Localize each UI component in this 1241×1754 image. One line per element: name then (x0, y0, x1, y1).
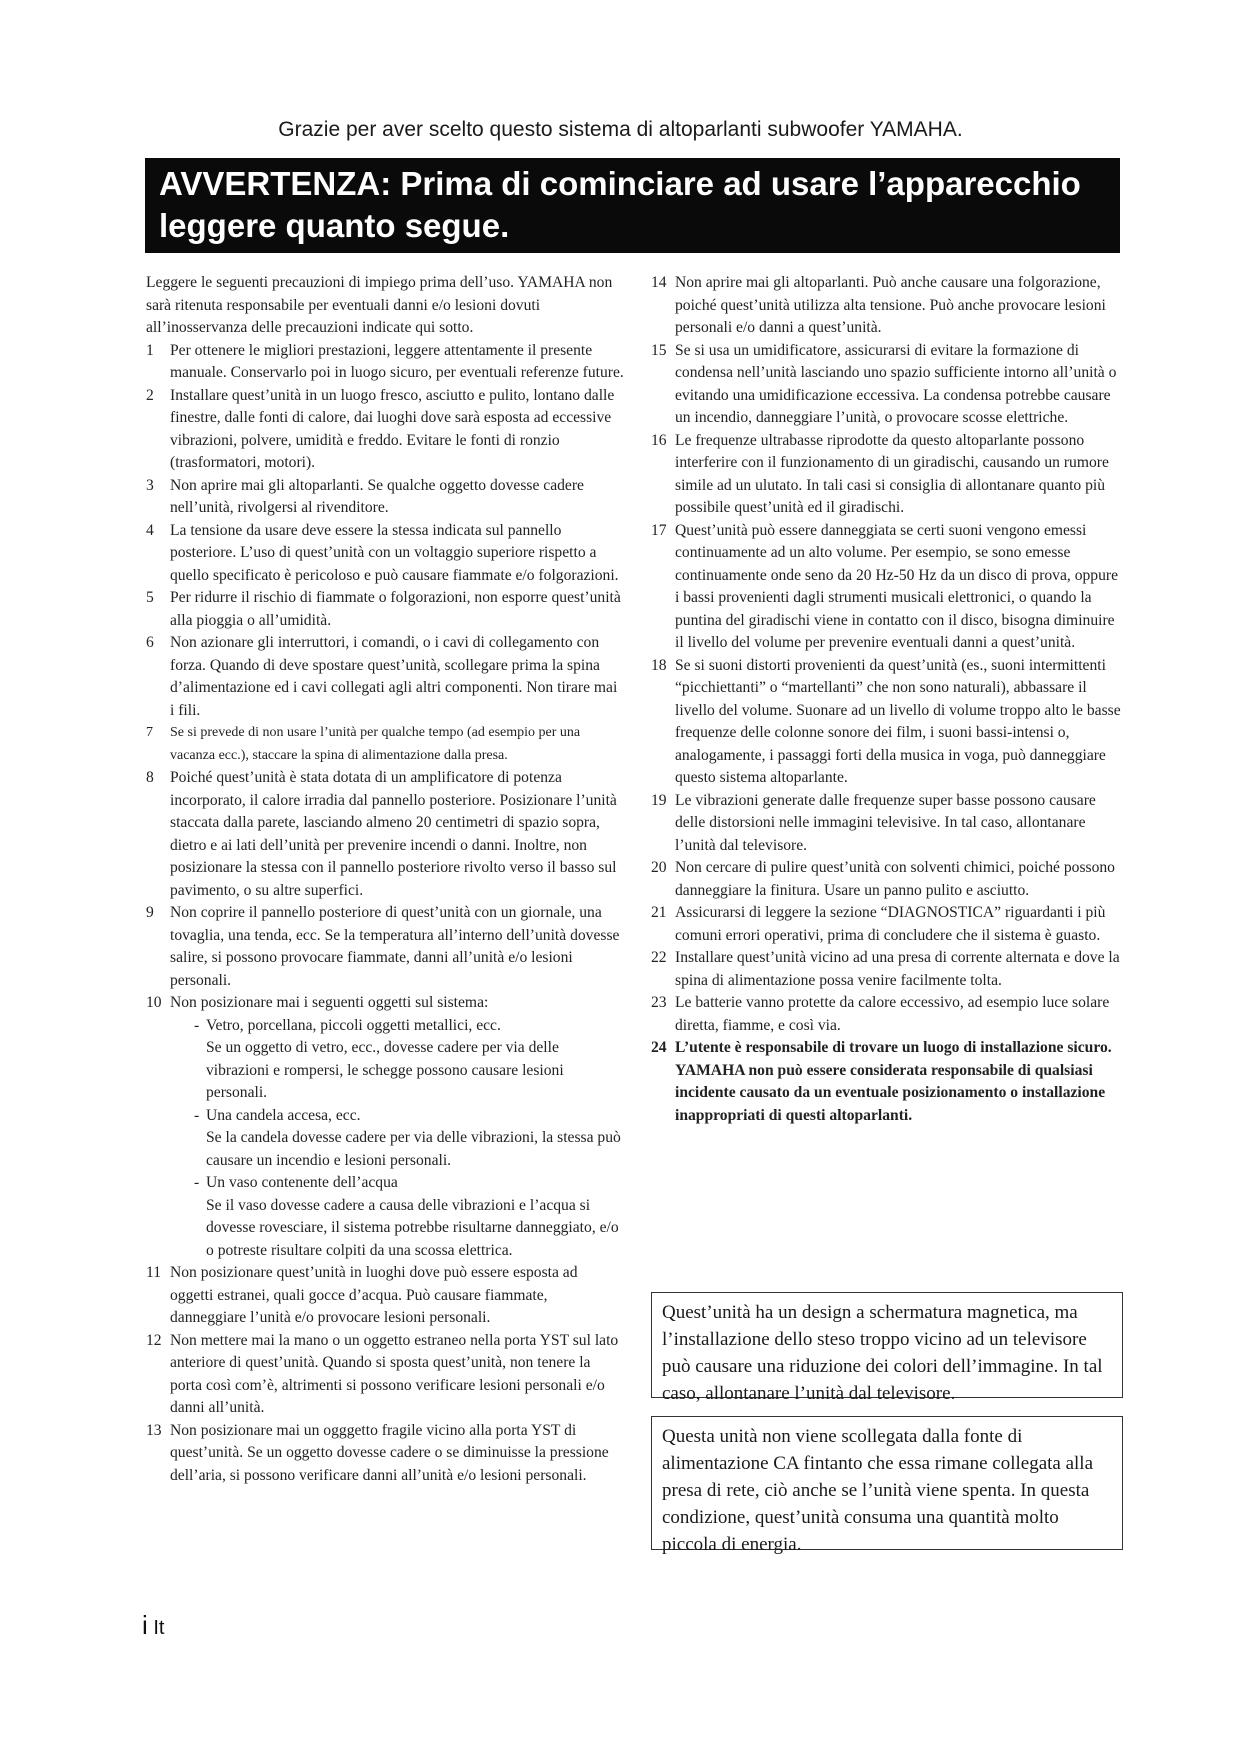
list-item: 4 La tensione da usare deve essere la stessa indicata sul pannello posteriore. L’uso di quest’unità con un voltaggio superiore rispetto a quello specificato è pericoloso e può causare fiammate e/o folgorazioni. (146, 521, 619, 584)
list-item: 20 Non cercare di pulire quest’unità con solventi chimici, poiché possono danneggiare la finitura. Usare un panno pulito e asciutto. (651, 859, 1115, 899)
list-item: 23 Le batterie vanno protette da calore eccessivo, ad esempio luce solare diretta, fiamme, e così via. (651, 994, 1110, 1034)
banner-line-2: leggere quanto segue. (159, 207, 510, 244)
list-item: 16 Le frequenze ultrabasse riprodotte da questo altoparlante possono interferire con il funzionamento di un giradischi, causando un rumore simile ad un ulutato. In tali casi si consiglia di allontanare quanto più possibile quest’unità ed il giradischi. (651, 431, 1109, 516)
list-item: 2 Installare quest’unità in un luogo fresco, asciutto e pulito, lontano dalle finestre, dalle fonti di calore, dai luoghi dove sarà esposta ad eccessive vibrazioni, polvere, umidità e freddo. Evitare le fonti di ronzio (trasformatori, motori). (146, 386, 615, 471)
list-item-24: 24 L’utente è responsabile di trovare un luogo di installazione sicuro. YAMAHA non può essere considerata responsabile di qualsiasi incidente causato da un eventuale posizionamento o installazione inappropriati di questi altoparlanti. (651, 1039, 1112, 1124)
list-item: 3 Non aprire mai gli altoparlanti. Se qualche oggetto dovesse cadere nell’unità, rivolgersi al rivenditore. (146, 476, 584, 516)
page-footer (142, 1610, 164, 1641)
page-number: i (142, 1610, 148, 1640)
language-code: It (153, 1617, 165, 1639)
list-item: 13 Non posizionare mai un ogggetto fragile vicino alla porta YST di quest’unità. Se un oggetto dovesse cadere o se diminuisse la pressione dell’aria, si possono verificare danni all’unità e/o lesioni personali. (146, 1421, 609, 1484)
list-item: 8 Poiché quest’unità è stata dotata di un amplificatore di potenza incorporato, il calore irradia dal pannello posteriore. Posizionare l’unità staccata dalla parete, lasciando almeno 20 centimetri di spazio sopra, dietro e ai lati dell’unità per prevenire incendi o danni. Inoltre, non posizionare la stessa con il pannello posteriore rivolto verso il basso sul pavimento, o su altre superfici. (146, 769, 617, 899)
list-item-10: 10 Non posizionare mai i seguenti oggetti sul sistema: - Vetro, porcellana, piccoli oggetti metallici, ecc. Se un oggetto di vetro, ecc., dovesse cadere per via delle vibrazioni e rompersi, le schegge possono causare lesioni personali. - Una candela accesa, ecc. Se la candela dovesse cadere per via delle vibrazioni, la stessa può causare un incendio e lesioni personali. - Un vaso contenente dell’acqua Se il vaso dovesse cadere a causa delle vibrazioni e l’acqua si dovesse rovesciare, il sistema potrebbe risultarne danneggiato, e/o o potreste risultare colpiti da una scossa elettrica. (146, 992, 624, 1262)
list-item: 15 Se si usa un umidificatore, assicurarsi di evitare la formazione di condensa nell’unità lasciando uno spazio sufficiente intorno all’unità o evitando una umidificazione eccessiva. La condensa potrebbe causare un incendio, danneggiare l’unità, o provocare scosse elettriche. (651, 341, 1117, 426)
sub-item: - Un vaso contenente dell’acqua Se il vaso dovesse cadere a causa delle vibrazioni e l’acqua si dovesse rovesciare, il sistema potrebbe risultarne danneggiato, e/o o potreste risultare colpiti da una scossa elettrica. (194, 1174, 619, 1259)
banner-line-1: AVVERTENZA: Prima di cominciare ad usare l’apparecchio (159, 165, 1081, 202)
list-item: 5 Per ridurre il rischio di fiammate o folgorazioni, non esporre quest’unità alla pioggia o all’umidità. (146, 589, 621, 629)
list-item: 11 Non posizionare quest’unità in luoghi dove può essere esposta ad oggetti estranei, quali gocce d’acqua. Può causare fiammate, danneggiare l’unità e/o provocare lesioni personali. (146, 1264, 578, 1326)
list-item: 21 Assicurarsi di leggere la sezione “DIAGNOSTICA” riguardanti i più comuni errori operativi, prima di concludere che il sistema è guasto. (651, 904, 1106, 944)
list-item: 22 Installare quest’unità vicino ad una presa di corrente alternata e dove la spina di alimentazione possa venire facilmente tolta. (651, 949, 1120, 989)
list-item: 18 Se si suoni distorti provenienti da quest’unità (es., suoni intermittenti “picchiettanti” o “martellanti” che non sono naturali), abbassare il livello del volume. Suonare ad un livello di volume troppo alto le basse frequenze delle colonne sonore dei film, i suoni bassi-intensi o, analogamente, i passaggi forti della musica in voga, può danneggiare questo sistema altoparlante. (651, 656, 1121, 786)
list-item: 12 Non mettere mai la mano o un oggetto estraneo nella porta YST sul lato anteriore di quest’unità. Quando si sposta quest’unità, non tenere la porta così com’è, altrimenti si possono verificare lesioni personali e/o danni all’unità. (146, 1331, 619, 1416)
warning-banner (145, 158, 1120, 253)
list-item: 7 Se si prevede di non usare l’unità per qualche tempo (ad esempio per una vacanza ecc.), staccare la spina di alimentazione dalla presa. (146, 725, 581, 763)
power-disconnect-note: Questa unità non viene scollegata dalla fonte di alimentazione CA fintanto che essa rimane collegata alla presa di rete, ciò anche se l’unità viene spenta. In questa condizione, quest’unità consuma una quantità molto piccola di energia. (651, 1416, 1123, 1550)
sub-item: - Vetro, porcellana, piccoli oggetti metallici, ecc. Se un oggetto di vetro, ecc., dovesse cadere per via delle vibrazioni e rompersi, le schegge possono causare lesioni personali. (194, 1016, 564, 1101)
list-item: 17 Quest’unità può essere danneggiata se certi suoni vengono emessi continuamente ad un alto volume. Per esempio, se sono emesse continuamente onde seno da 20 Hz-50 Hz da un disco di prova, oppure i bassi provenienti dagli strumenti musicali elettronici, o quando la puntina del giradischi viene in contatto con il disco, bisogna diminuire il livello del volume per prevenire eventuali danni a quest’unità. (651, 521, 1118, 651)
list-item: 14 Non aprire mai gli altoparlanti. Può anche causare una folgorazione, poiché quest’unità utilizza alta tensione. Può anche provocare lesioni personali e/o danni a quest’unità. (651, 274, 1106, 336)
list-item: 1 Per ottenere le migliori prestazioni, leggere attentamente il presente manuale. Conservarlo poi in luogo sicuro, per eventuali referenze future. (146, 341, 624, 381)
list-item: 19 Le vibrazioni generate dalle frequenze super basse possono causare delle distorsioni nelle immagini televisive. In tal caso, allontanare l’unità dal televisore. (651, 791, 1096, 854)
list-item: 6 Non azionare gli interruttori, i comandi, o i cavi di collegamento con forza. Quando di deve spostare quest’unità, scollegare prima la spina d’alimentazione ed i cavi collegati agli altri componenti. Non tirare mai i fili. (146, 634, 618, 719)
intro-line: Grazie per aver scelto questo sistema di altoparlanti subwoofer YAMAHA. (278, 118, 963, 141)
left-column (146, 272, 624, 1487)
list-item: 9 Non coprire il pannello posteriore di quest’unità con un giornale, una tovaglia, una tenda, ecc. Se la temperatura all’interno dell’unità dovesse salire, si possono provocare fiammate, danni all’unità e/o lesioni personali. (146, 904, 620, 989)
sub-item: - Una candela accesa, ecc. Se la candela dovesse cadere per via delle vibrazioni, la stessa può causare un incendio e lesioni personali. (194, 1106, 621, 1169)
left-intro: Leggere le seguenti precauzioni di impiego prima dell’uso. YAMAHA non sarà ritenuta responsabile per eventuali danni e/o lesioni dovuti all’inosservanza delle precauzioni indicate qui sotto. (146, 274, 613, 336)
magnetic-shielding-note: Quest’unità ha un design a schermatura magnetica, ma l’installazione dello steso troppo vicino ad un televisore può causare una riduzione dei colori dell’immagine. In tal caso, allontanare l’unità dal televisore. (651, 1292, 1123, 1398)
right-column (651, 272, 1125, 1127)
